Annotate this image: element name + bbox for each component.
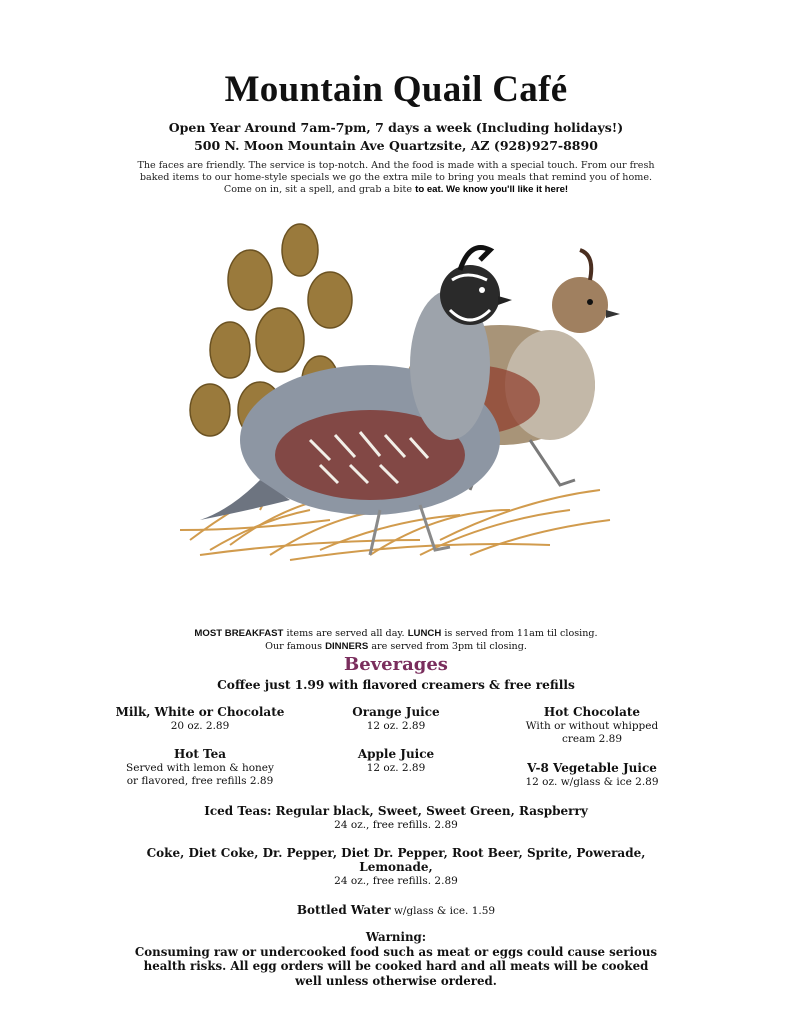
menu-item bbox=[100, 706, 300, 733]
item-name: Coke, Diet Coke, Dr. Pepper, Diet Dr. Pepper, Root Beer, Sprite, Powerade, bbox=[146, 846, 646, 860]
item-detail: w/glass & ice. 1.59 bbox=[393, 905, 496, 917]
iced-teas bbox=[0, 804, 792, 832]
warning-text: Consuming raw or undercooked food such as meat or eggs could cause serious health risks. All egg orders will be cooked hard and all meats will be cooked well unless otherwise ordered. bbox=[134, 944, 658, 988]
breakfast-text: items are served all day. bbox=[286, 628, 405, 639]
item-detail: Served with lemon & honey bbox=[126, 761, 274, 774]
breakfast-label: MOST BREAKFAST bbox=[194, 628, 284, 639]
breakfast-lunch-line bbox=[0, 628, 792, 641]
item-name-2: Lemonade, bbox=[359, 860, 433, 874]
coffee-line: Coffee just 1.99 with flavored creamers & free refills bbox=[217, 678, 575, 692]
lunch-label: LUNCH bbox=[407, 628, 442, 639]
opening-hours: Open Year Around 7am-7pm, 7 days a week (Including holidays!) bbox=[168, 120, 624, 135]
item-name: Milk, White or Chocolate bbox=[115, 705, 285, 719]
intro-tagline: to eat. We know you'll like it here! bbox=[415, 184, 569, 195]
bottled-water bbox=[0, 903, 792, 918]
intro-text: The faces are friendly. The service is top-notch. And the food is made with a special touch. From our fresh baked items to our home-style specials we go the extra mile to bring you meals that remind you of home. Come on in, sit a spell, and grab a bite bbox=[137, 160, 655, 195]
item-detail: 12 oz. 2.89 bbox=[366, 719, 426, 732]
menu-item bbox=[300, 706, 492, 733]
item-detail: 24 oz., free refills. 2.89 bbox=[334, 819, 458, 831]
menu-item bbox=[482, 762, 702, 789]
lunch-text: is served from 11am til closing. bbox=[444, 628, 598, 639]
item-name: Hot Chocolate bbox=[543, 705, 641, 719]
warning bbox=[130, 930, 662, 988]
service-hours bbox=[0, 628, 792, 653]
address-phone: 500 N. Moon Mountain Ave Quartzsite, AZ (928)927-8890 bbox=[194, 138, 598, 153]
menu-title: Mountain Quail Café bbox=[224, 69, 568, 110]
beverages-heading: Beverages bbox=[344, 654, 448, 675]
item-name: Apple Juice bbox=[357, 747, 435, 761]
item-name: Bottled Water bbox=[296, 903, 391, 917]
item-detail-2: cream 2.89 bbox=[561, 733, 623, 745]
item-detail: 12 oz. 2.89 bbox=[366, 761, 426, 774]
sodas bbox=[0, 846, 792, 888]
item-detail: With or without whipped bbox=[525, 719, 659, 732]
warning-title: Warning: bbox=[365, 930, 427, 944]
item-detail: 24 oz., free refills. 2.89 bbox=[334, 875, 458, 887]
dinner-label: DINNERS bbox=[325, 640, 369, 652]
item-name: Orange Juice bbox=[352, 705, 440, 719]
item-name: Hot Tea bbox=[173, 747, 227, 761]
menu-item bbox=[300, 748, 492, 775]
item-name: V-8 Vegetable Juice bbox=[527, 761, 657, 775]
item-detail-2: or flavored, free refills 2.89 bbox=[126, 775, 274, 787]
item-detail: 20 oz. 2.89 bbox=[170, 719, 230, 732]
dinner-line bbox=[0, 641, 792, 654]
dinner-text: are served from 3pm til closing. bbox=[371, 640, 527, 652]
menu-item bbox=[492, 706, 692, 747]
menu-item bbox=[100, 748, 300, 789]
item-name: Iced Teas: Regular black, Sweet, Sweet Green, Raspberry bbox=[204, 804, 588, 818]
intro-paragraph bbox=[125, 160, 667, 196]
item-detail: 12 oz. w/glass & ice 2.89 bbox=[525, 775, 659, 788]
dinner-prefix: Our famous bbox=[265, 640, 323, 652]
quail-illustration bbox=[170, 210, 640, 620]
